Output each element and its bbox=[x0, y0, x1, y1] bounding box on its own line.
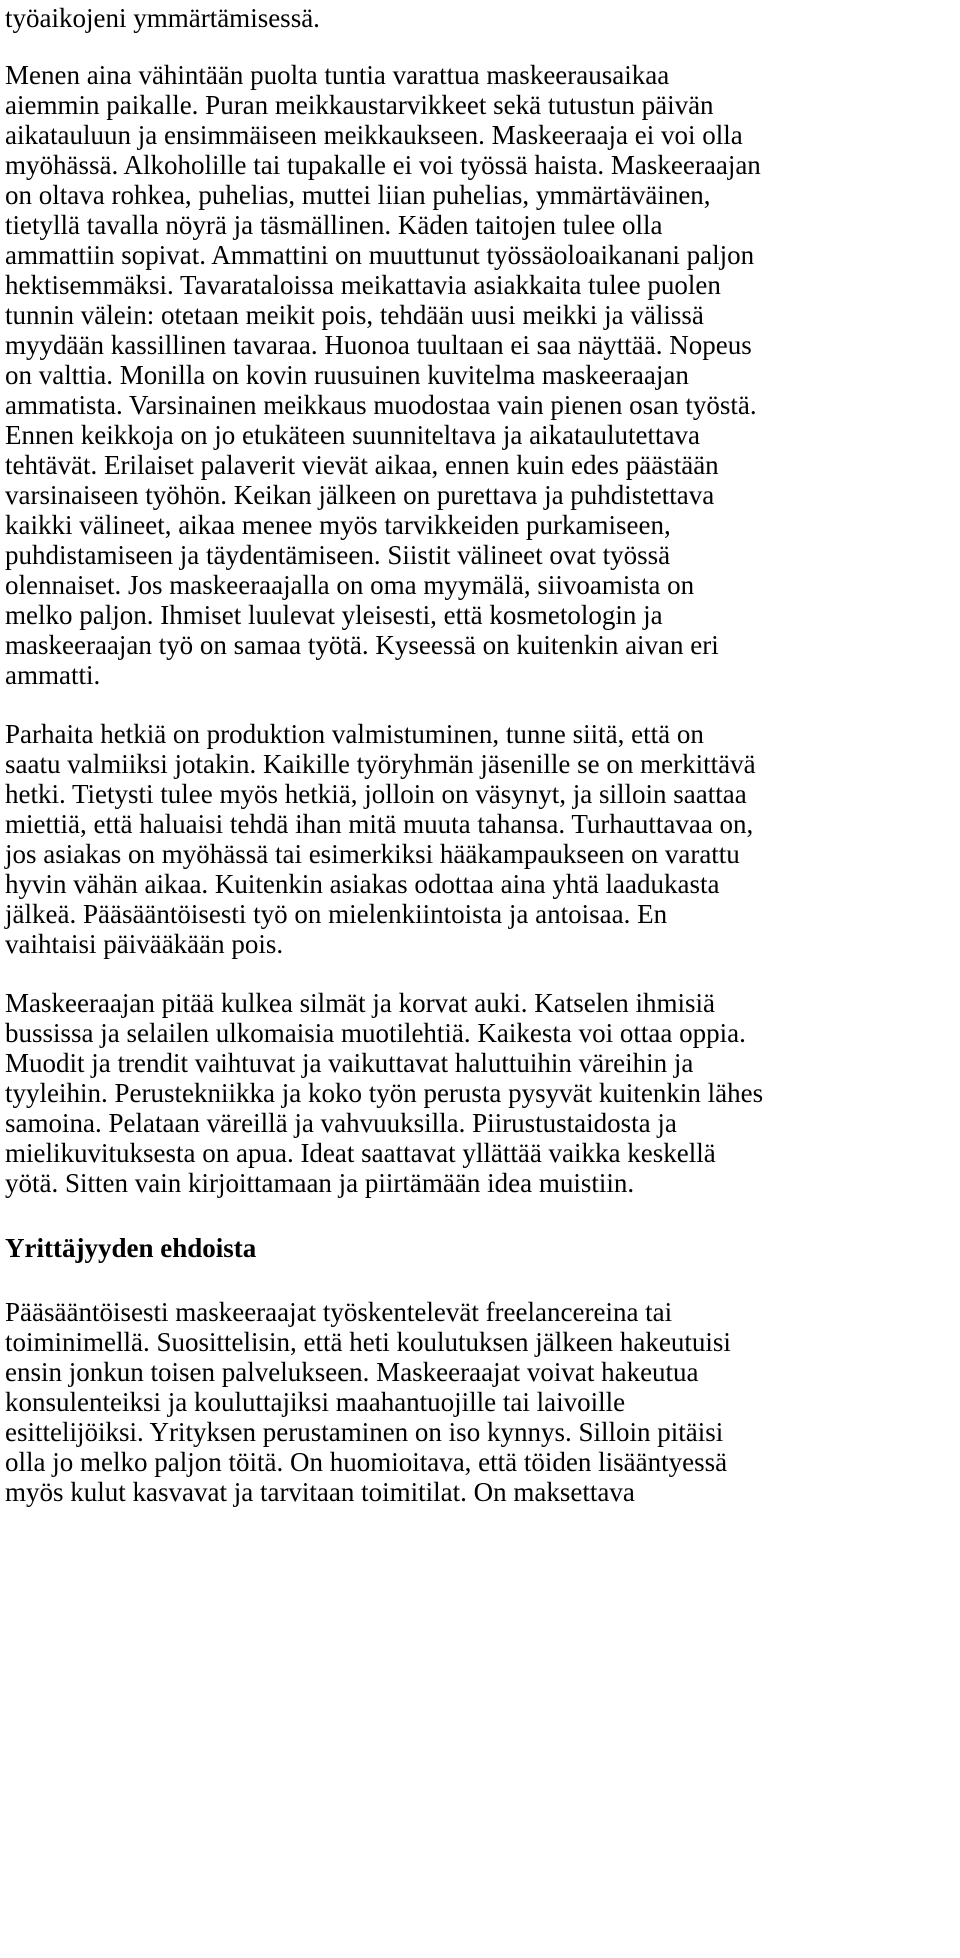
text-line: Ennen keikkoja on jo etukäteen suunniteltava ja aikataulutettava bbox=[5, 420, 700, 450]
text-line: hektisemmäksi. Tavarataloissa meikattavia asiakkaita tulee puolen bbox=[5, 270, 721, 300]
text-line: konsulenteiksi ja kouluttajiksi maahantuojille tai laivoille bbox=[5, 1387, 626, 1417]
text-line: kaikki välineet, aikaa menee myös tarvikkeiden purkamiseen, bbox=[5, 510, 671, 540]
text-line: aikatauluun ja ensimmäiseen meikkaukseen. Maskeeraaja ei voi olla bbox=[5, 120, 743, 150]
section-heading: Yrittäjyyden ehdoista bbox=[5, 1233, 257, 1263]
text-line: toiminimellä. Suosittelisin, että heti koulutuksen jälkeen hakeutuisi bbox=[5, 1327, 731, 1357]
text-line: esittelijöiksi. Yrityksen perustaminen on iso kynnys. Silloin pitäisi bbox=[5, 1417, 724, 1447]
text-line: varsinaiseen työhön. Keikan jälkeen on purettava ja puhdistettava bbox=[5, 480, 715, 510]
text-line: olla jo melko paljon töitä. On huomioitava, että töiden lisääntyessä bbox=[5, 1447, 728, 1477]
text-line: miettiä, että haluaisi tehdä ihan mitä muuta tahansa. Turhauttavaa on, bbox=[5, 809, 754, 839]
text-line: työaikojeni ymmärtämisessä. bbox=[5, 3, 320, 33]
text-line: jälkeä. Pääsääntöisesti työ on mielenkiintoista ja antoisaa. En bbox=[5, 899, 668, 929]
text-line: myydään kassillinen tavaraa. Huonoa tuultaan ei saa näyttää. Nopeus bbox=[5, 330, 752, 360]
text-line: tyyleihin. Perustekniikka ja koko työn perusta pysyvät kuitenkin lähes bbox=[5, 1078, 764, 1108]
text-line: samoina. Pelataan väreillä ja vahvuuksilla. Piirustustaidosta ja bbox=[5, 1108, 677, 1138]
text-line: puhdistamiseen ja täydentämiseen. Siistit välineet ovat työssä bbox=[5, 540, 671, 570]
text-line: olennaiset. Jos maskeeraajalla on oma myymälä, siivoamista on bbox=[5, 570, 695, 600]
text-line: Muodit ja trendit vaihtuvat ja vaikuttavat haluttuihin väreihin ja bbox=[5, 1048, 694, 1078]
text-line: maskeeraajan työ on samaa työtä. Kyseessä on kuitenkin aivan eri bbox=[5, 630, 719, 660]
text-line: ammattiin sopivat. Ammattini on muuttunut työssäoloaikanani paljon bbox=[5, 240, 755, 270]
text-line: on valttia. Monilla on kovin ruusuinen kuvitelma maskeeraajan bbox=[5, 360, 689, 390]
text-line: Menen aina vähintään puolta tuntia varattua maskeerausaikaa bbox=[5, 60, 670, 90]
text-line: yötä. Sitten vain kirjoittamaan ja piirtämään idea muistiin. bbox=[5, 1168, 635, 1198]
text-line: tunnin välein: otetaan meikit pois, tehdään uusi meikki ja välissä bbox=[5, 300, 704, 330]
text-line: Maskeeraajan pitää kulkea silmät ja korvat auki. Katselen ihmisiä bbox=[5, 988, 716, 1018]
text-line: jos asiakas on myöhässä tai esimerkiksi hääkampaukseen on varattu bbox=[5, 839, 740, 869]
text-line: saatu valmiiksi jotakin. Kaikille työryhmän jäsenille se on merkittävä bbox=[5, 749, 756, 779]
text-line: tehtävät. Erilaiset palaverit vievät aikaa, ennen kuin edes päästään bbox=[5, 450, 719, 480]
text-line: aiemmin paikalle. Puran meikkaustarvikkeet sekä tutustun päivän bbox=[5, 90, 714, 120]
text-line: Parhaita hetkiä on produktion valmistuminen, tunne siitä, että on bbox=[5, 719, 704, 749]
text-line: hyvin vähän aikaa. Kuitenkin asiakas odottaa aina yhtä laadukasta bbox=[5, 869, 720, 899]
text-line: ammatista. Varsinainen meikkaus muodostaa vain pienen osan työstä. bbox=[5, 390, 757, 420]
text-line: Pääsääntöisesti maskeeraajat työskentelevät freelancereina tai bbox=[5, 1297, 673, 1327]
text-line: myös kulut kasvavat ja tarvitaan toimitilat. On maksettava bbox=[5, 1477, 635, 1507]
text-line: mielikuvituksesta on apua. Ideat saattavat yllättää vaikka keskellä bbox=[5, 1138, 716, 1168]
text-line: melko paljon. Ihmiset luulevat yleisesti, että kosmetologin ja bbox=[5, 600, 663, 630]
text-line: hetki. Tietysti tulee myös hetkiä, jolloin on väsynyt, ja silloin saattaa bbox=[5, 779, 747, 809]
text-line: ensin jonkun toisen palvelukseen. Maskeeraajat voivat hakeutua bbox=[5, 1357, 699, 1387]
text-line: bussissa ja selailen ulkomaisia muotilehtiä. Kaikesta voi ottaa oppia. bbox=[5, 1018, 746, 1048]
text-line: vaihtaisi päivääkään pois. bbox=[5, 929, 284, 959]
text-line: ammatti. bbox=[5, 660, 101, 690]
text-line: myöhässä. Alkoholille tai tupakalle ei voi työssä haista. Maskeeraajan bbox=[5, 150, 761, 180]
text-line: on oltava rohkea, puhelias, muttei liian puhelias, ymmärtäväinen, bbox=[5, 180, 711, 210]
text-line: tietyllä tavalla nöyrä ja täsmällinen. Käden taitojen tulee olla bbox=[5, 210, 663, 240]
